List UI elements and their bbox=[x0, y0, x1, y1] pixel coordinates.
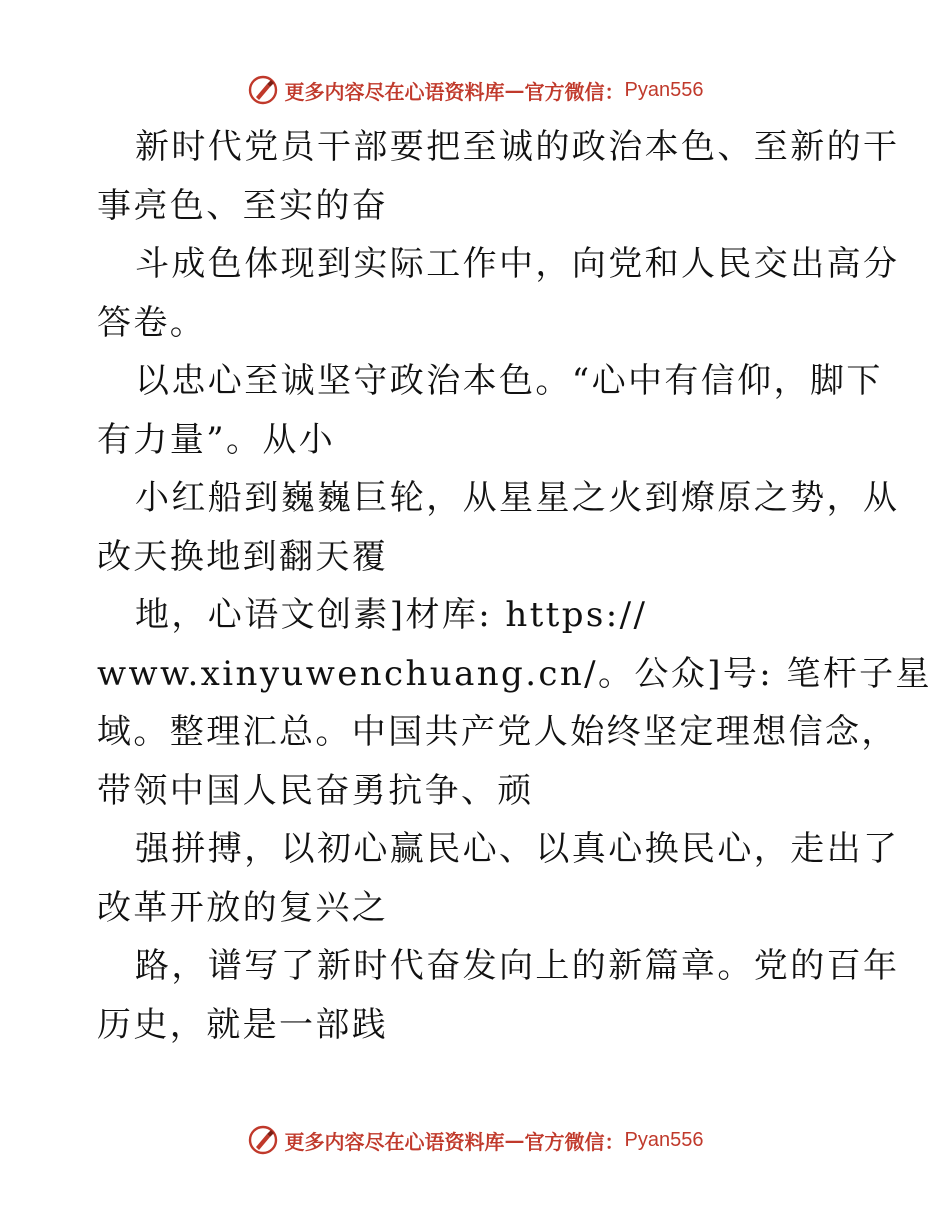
watermark-wechat-id: Pyan556 bbox=[624, 78, 704, 101]
watermark-wechat-id: Pyan556 bbox=[624, 1128, 704, 1151]
body-line: 改天换地到翻天覆 bbox=[97, 536, 389, 577]
document-body bbox=[97, 118, 932, 1054]
watermark-main-text: 更多内容尽在心语资料库 bbox=[284, 1129, 505, 1154]
watermark-wechat-label: 官方微信： bbox=[524, 1129, 625, 1154]
body-line: 斗成色体现到实际工作中，向党和人民交出高分 bbox=[135, 244, 900, 284]
body-line: 小红船到巍巍巨轮，从星星之火到燎原之势，从 bbox=[135, 478, 900, 518]
watermark-main-text: 更多内容尽在心语资料库 bbox=[284, 79, 505, 104]
body-line: 历史，就是一部践 bbox=[97, 1004, 389, 1045]
footer-watermark bbox=[0, 1120, 950, 1160]
body-line: 新时代党员干部要把至诚的政治本色、至新的干 bbox=[135, 127, 900, 167]
body-line: 路，谱写了新时代奋发向上的新篇章。党的百年 bbox=[135, 946, 900, 986]
body-line: 带领中国人民奋勇抗争、顽 bbox=[97, 770, 534, 811]
pen-logo-icon bbox=[247, 1124, 279, 1156]
watermark-separator: — bbox=[504, 78, 525, 102]
body-line: 答卷。 bbox=[97, 302, 207, 343]
body-line: 有力量”。从小 bbox=[97, 419, 336, 460]
body-line: 事亮色、至实的奋 bbox=[97, 185, 389, 226]
body-line: 以忠心至诚坚守政治本色。“心中有信仰，脚下 bbox=[135, 361, 883, 401]
watermark-wechat-label: 官方微信： bbox=[524, 79, 625, 104]
body-line: 域。整理汇总。中国共产党人始终坚定理想信念， bbox=[97, 712, 898, 752]
body-line: 地，心语文创素]材库: https:// bbox=[135, 595, 648, 635]
pen-logo-icon bbox=[247, 74, 279, 106]
body-line: www.xinyuwenchuang.cn/。公众]号: 笔杆子星 bbox=[97, 653, 932, 694]
body-line: 强拼搏，以初心赢民心、以真心换民心，走出了 bbox=[135, 829, 900, 869]
watermark-separator: — bbox=[504, 1128, 525, 1152]
header-watermark bbox=[0, 70, 950, 110]
body-line: 改革开放的复兴之 bbox=[97, 887, 389, 928]
